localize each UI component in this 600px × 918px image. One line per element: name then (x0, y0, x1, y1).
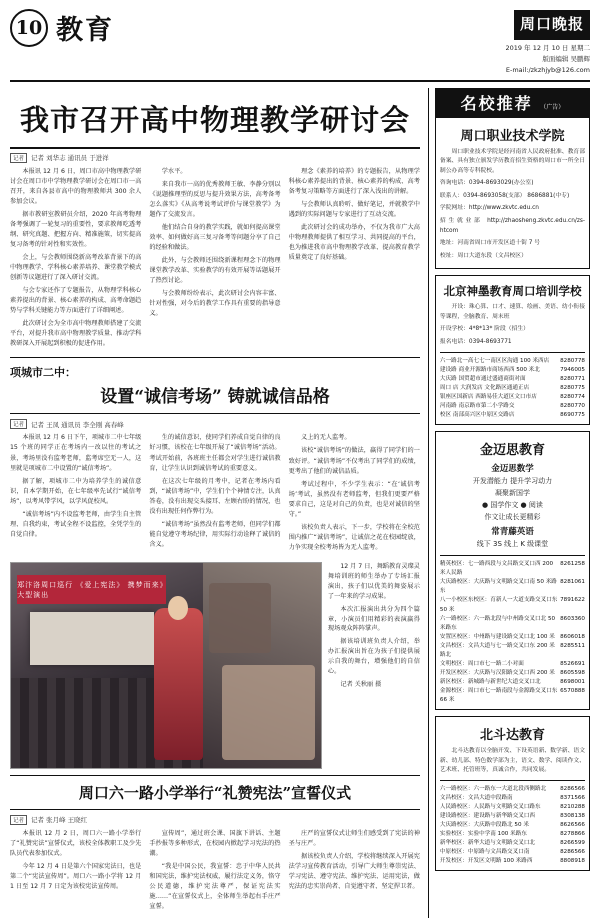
second-col-1 (10, 433, 141, 556)
second-headline: 设置“诚信考场” 铸就诚信品格 (100, 387, 330, 408)
list-item (440, 785, 585, 794)
section-title: 教育 (56, 15, 114, 46)
masthead-right (506, 8, 590, 76)
branch-phone: 8281061 (560, 579, 585, 586)
ad-subtitle: 金迈思数学 (491, 463, 534, 474)
branch-address: 开发区校区：大庆路与汉阳路交叉口西 200 米 (439, 669, 555, 676)
branch-address: 八一小校区东校区：育新人一大道支路交叉口东 50 米 (439, 597, 558, 613)
ad-slogan-2: 凝聚新国学 (494, 488, 530, 497)
paragraph: 据该校负责人介绍，学校将继续深入开展宪法学习宣传教育活动，引导广大师生尊崇宪法、学习宪法、遵守宪法、维护宪法、运用宪法，做宪法的忠实崇尚者、自觉遵守者、坚定捍卫者。 (288, 853, 420, 891)
byline-tag: 记者 (10, 419, 27, 429)
list-item (440, 678, 585, 687)
paragraph: 此外，与会教师还围绕新课程理念下的物理课堂教学改革、实验教学的有效开展等话题展开了热烈讨论。 (149, 257, 281, 285)
list-item (440, 857, 585, 866)
paragraph: 周口职业技术学院是经河南省人民政府批准、教育部备案、具有独立颁发学历教育招生资格的周口市一所全日制公办高等专科院校。 (439, 148, 585, 174)
list-item (440, 669, 585, 678)
branch-phone: 8603360 (560, 615, 585, 622)
paragraph: 该校负责人表示，下一步，学校将在全校范围内推广“诚信考场”，让诚信之花在校园绽放，力争实现全校考场皆为无人监考。 (288, 523, 420, 551)
paragraph: 考试过程中，不少学生表示：“在‘诚信考场’考试，虽然没有老师监考，但我们更要严格要求自己，这是对自己的负责，也是对诚信的坚守。” (288, 480, 420, 518)
branch-phone: 8371566 (560, 794, 585, 801)
ad-rail (428, 88, 590, 918)
divider (440, 352, 585, 353)
paragraph: 报名电话：0394-8693771 (439, 338, 512, 345)
divider (440, 780, 585, 781)
paragraph: 宣传周”，通过班会课、国旗下讲话、主题手抄报等多种形式，在校园内掀起学习宪法的热潮。 (149, 829, 281, 858)
branch-address: 文明校区：周口市七一路二小对面 (439, 660, 524, 667)
paragraph: 本报讯 12 月 6 日，周口市高中物理教学研讨会在周口市中学物理教学研讨会在周口市一高召开，来自各县市高中的物理教师共 300 余人参加会议。 (10, 167, 142, 205)
paragraph: 该校“诚信考场”的做法，赢得了同学们的一致好评。“诚信考场”不仅考出了同学们的成绩，更考出了他们的诚信品质。 (288, 447, 420, 475)
branch-phone: 8808918 (560, 858, 585, 865)
byline-tag: 记者 (10, 153, 27, 163)
list-item (440, 633, 585, 642)
list-item (440, 687, 585, 705)
date-line: 2019 年 12 月 10 日 星期二 (505, 43, 590, 52)
branch-phone: 8280778 (560, 357, 585, 364)
branch-phone: 8280775 (560, 384, 585, 391)
list-item (440, 803, 585, 812)
branch-phone: 8308138 (560, 812, 585, 819)
page-number: 10 (10, 9, 48, 47)
page-body (10, 88, 590, 918)
branch-phone: 8605598 (560, 669, 585, 676)
branch-address: 六一路校区：六一路北段与中州路交叉口北 50 米路东 (439, 615, 556, 631)
branch-phone: 6570888 (560, 687, 585, 694)
paragraph: 据市教研室教研员介绍，2020 年高考物理备考强调了一轮复习的重要性，要求教师吃透考纲、研究真题、把握方向、精准施策，切实提高复习备考的针对性和实效性。 (10, 210, 142, 248)
list-item (440, 821, 585, 830)
branch-phone: 8698001 (560, 678, 585, 685)
lead-col-3 (289, 167, 420, 353)
branch-address: 校区 南部高兴区中原区交路店 (439, 411, 515, 418)
ad-name: 金迈思教育 (479, 442, 545, 458)
branch-phone: 8690775 (560, 411, 585, 418)
branch-list (440, 357, 585, 420)
second-col-2 (149, 433, 280, 556)
rail-title-ad: （广告） (540, 103, 565, 111)
masthead (10, 8, 590, 82)
paragraph: 开设：珠心算、口才、速算、绘画、美语、幼小衔接等课程，全脑教育、周末班 (439, 304, 585, 320)
branch-address: 大庆路校区：大庆路与文明路交叉口南 50 米路东 (439, 579, 557, 595)
lead-headline: 我市召开高中物理教学研讨会 (19, 102, 410, 137)
paragraph: 据了解，项城市二中为培养学生的诚信意识，自本学期开始，在七年级率先试行“诚信考场”，以考风带学风，以学风促校风。 (10, 477, 142, 505)
list-item (440, 411, 585, 420)
ad-block-shenmo[interactable] (435, 275, 590, 425)
branch-list (440, 560, 585, 705)
byline-tag: 记者 (10, 815, 27, 825)
ad-name: 北斗达教育 (479, 728, 545, 744)
paragraph: “诚信考场”虽然没有监考老师，但同学们都能自觉遵守考场纪律，用实际行动诠释了诚信的含义。 (149, 520, 281, 548)
paper-logo: 周口晚报 (514, 10, 590, 40)
branch-address: 河南路 南京路市第二小学路交 (439, 402, 515, 409)
paragraph: 地址：河南省周口市开发区道十街 7 号 (439, 240, 541, 247)
branch-phone: 8266599 (560, 840, 585, 847)
divider (440, 555, 585, 556)
rail-title (435, 88, 590, 117)
branch-address: 文昌校区：文昌大道中段路南 (439, 794, 513, 801)
ad-block-jinmaisi[interactable] (435, 431, 590, 710)
lead-columns (10, 167, 420, 353)
paragraph: 此次研讨会为全市高中物理教师搭建了交流平台，对提升我市高中物理教学质量、推动学科教研深入开展起到积极的促进作用。 (10, 320, 142, 348)
paragraph: 校址：周口大道东段（文昌校区） (439, 252, 527, 259)
lead-byline (10, 153, 420, 163)
paragraph: 会上，与会教师围绕新高考改革背景下的高中物理教学、学科核心素养培养、课堂教学模式创新等议题进行了深入研讨交流。 (10, 254, 142, 282)
paragraph: 咨询电话：0394-8693029(办公室) (439, 180, 534, 187)
list-item (440, 812, 585, 821)
paragraph: 与会教师纷纷表示，此次研讨会内容丰富、针对性强，对今后的教学工作具有重要的指导意义。 (149, 290, 281, 318)
photo-right-detail-b (222, 665, 315, 759)
paragraph: 学院网址：http://www.zkvtc.edu.cn (439, 205, 539, 212)
second-columns (10, 433, 420, 556)
list-item (440, 375, 585, 384)
second-col-3 (289, 433, 420, 556)
ad-name: 周口职业技术学院 (460, 128, 565, 144)
branch-address: 大庆路 国贸超市通过盛通商街对面 (439, 375, 526, 382)
ad-slogan-1: 开发潜能力 提升学习动力 (472, 476, 553, 485)
byline-text: 记者 刘华志 通讯员 于进祥 (31, 154, 109, 163)
paragraph: 生的诚信意识，使同学们养成自觉自律的良好习惯，该校在七年级开展了“诚信考场”活动。考试开始前，各班班主任都会对学生进行诚信教育，让学生认识到诚信考试的重要意义。 (149, 434, 281, 472)
rule (10, 775, 420, 776)
list-item (440, 384, 585, 393)
paragraph: 此次研讨会的成功举办，不仅为我市广大高中物理教师提供了相互学习、共同提高的平台，也为推进我市高中物理教学改革、提高教育教学质量奠定了良好基础。 (288, 223, 420, 262)
rule (10, 357, 420, 358)
photo-credit: 记者 关秋丽 摄 (340, 681, 382, 689)
photo-banner-text: 郑汴洛周口巡行 《爱上宪法》 携梦而来》大型演出 (17, 575, 166, 604)
branch-address: 建设路校区：建设路与新华路交叉口西 (439, 812, 536, 819)
paragraph: 与会教师认真聆听、做好笔记，并就教学中遇到的实际问题与专家进行了互动交流。 (288, 200, 420, 218)
photo-caption (328, 562, 420, 769)
paragraph: “我是中国公民，我宣誓：忠于中华人民共和国宪法，维护宪法权威，履行法定义务，恪守公民道德，维护宪法尊严，保证宪法实施……”在宣誓仪式上，全体师生举起右手庄严宣誓。 (149, 863, 281, 911)
third-headline: 周口六一路小学举行“礼赞宪法”宣誓仪式 (78, 783, 352, 802)
paragraph: 庄严的宣誓仪式让师生们感受到了宪法的神圣与庄严。 (288, 829, 420, 847)
byline-text: 记者 王凤 通讯员 李全刚 高春峰 (31, 420, 124, 429)
branch-address: 金源校区：周口市七一路南段与金源路交叉口东 66 米 (439, 687, 558, 703)
list-item (440, 560, 585, 578)
paragraph: 本报讯 12 月 6 日下午，项城市二中七年级 15 个班的同学正在考场内一改以往的考试之景，考场里没有监考老师，监考席空无一人，这里就是项城市二中设置的“诚信考场”。 (10, 434, 142, 472)
paragraph: 来自我市一高的优秀教师王敏、李静分别以《说题推理型的反思与提升效果方法，高考备考怎么落实》《从高考说考试评价与课堂教学》为题作了交流发言。 (149, 180, 281, 218)
branch-phone: 8286566 (560, 785, 585, 792)
third-col-1 (10, 829, 141, 915)
paragraph: “诚信考场”内不设监考老师，由学生自主管理、自我约束，考试全程不设监控，全凭学生的自觉自律。 (10, 510, 142, 538)
editor-line: 版面编辑 吴鹏辉 (542, 54, 590, 63)
email-line: E-mail:/zkzhjyb@126.com (505, 65, 590, 74)
third-columns (10, 829, 420, 915)
ad-subtitle-2: 常青藤英语 (491, 527, 534, 538)
list-item (440, 393, 585, 402)
branch-address: 开发校区：开发区文明路 100 米路西 (439, 858, 533, 865)
ad-block-beidouda[interactable] (435, 716, 590, 871)
photo-performer (154, 608, 204, 760)
branch-address: 银座区国新店 西路易佳大道区文口市店 (439, 393, 537, 400)
branch-address: 新华校区：新华大道与文明路交叉口北 (439, 840, 536, 847)
list-item (440, 578, 585, 596)
branch-phone: 8280770 (560, 402, 585, 409)
ad-subtitle-2-note: 线下 3S 线上 K 级课堂 (476, 540, 549, 549)
branch-phone: 8526691 (560, 660, 585, 667)
rule (10, 809, 420, 810)
paragraph: 他们结合自身的教学实践，就如何提高课堂效率、如何做好高三复习备考等问题分享了自己的经验和做法。 (149, 223, 281, 251)
branch-address: 安置区校区：中州路与建设路交叉口北 100 米 (439, 633, 555, 640)
list-item (440, 366, 585, 375)
list-item (440, 615, 585, 633)
lead-col-2 (149, 167, 280, 353)
branch-phone: 8285511 (560, 642, 585, 649)
branch-phone: 8280771 (560, 375, 585, 382)
paragraph: 12 月 7 日，舞蹈教育灵璨灵舞培训班的师生举办了专场汇报演出，孩子们以优美的舞姿展示了一年来的学习成果。 (327, 562, 420, 600)
branch-address: 六一路北一高七七一南区区沟通 100 米西店 (439, 357, 550, 364)
ad-name: 北京神墨教育周口培训学校 (443, 284, 582, 299)
branch-phone: 7946005 (560, 366, 585, 373)
branch-phone: 7891622 (560, 597, 585, 604)
branch-phone: 8210288 (560, 803, 585, 810)
branch-address: 实验校区：实验中学南 100 米路东 (439, 830, 527, 837)
paragraph: 本次汇报演出共分为四个篇章，小演员们用精彩的表演赢得现场观众阵阵掌声。 (327, 605, 420, 633)
paragraph: 今年 12 月 4 日是第六个国家宪法日，也是第二个“宪法宣传周”。周口六一路小学将 12 月 1 日至 12 月 7 日定为该校宪法宣传周。 (10, 863, 142, 891)
list-item (440, 357, 585, 366)
third-byline (10, 815, 420, 825)
paragraph: 开设学校：4*8*13* 阶段（招生） (439, 326, 529, 333)
branch-list (440, 785, 585, 866)
main-content (10, 88, 420, 918)
paragraph: 招生就业部 http://zhaosheng.zkvtc.edu.cn/zs-htcom (439, 218, 585, 234)
paragraph: 义上的无人监考。 (301, 434, 351, 442)
branch-address: 文昌校区：文昌大道与七一路交叉口东 200 米路北 (439, 642, 555, 658)
third-col-3 (289, 829, 420, 915)
photo-screen (30, 612, 154, 665)
list-item (440, 402, 585, 411)
third-col-2 (149, 829, 280, 915)
list-item (440, 660, 585, 669)
branch-phone: 8278866 (560, 830, 585, 837)
masthead-left (10, 8, 114, 47)
branch-address: 人民路校区：人民路与文明路交叉口路东 (439, 803, 541, 810)
ad-course-note: 作文让成长更精彩 (484, 512, 541, 521)
branch-phone: 8261258 (560, 561, 585, 568)
list-item (440, 794, 585, 803)
rule (10, 147, 420, 149)
paragraph: 本报讯 12 月 2 日，周口六一路小学举行了“礼赞宪法”宣誓仪式，该校全体教职工及少先队员代表参加仪式。 (10, 829, 142, 858)
news-photo (10, 562, 322, 769)
list-item (440, 848, 585, 857)
branch-address: 精英校区：七一路西段与文昌路交叉口西 200 米人民路 (439, 561, 554, 577)
paragraph: 在这次七年级的月考中，记者在考场内看到，“诚信考场”中，学生们个个神情专注，认真答卷，没有出现交头接耳、左顾右盼的情况，也没有出现任何作弊行为。 (149, 477, 281, 515)
branch-phone: 8626566 (560, 821, 585, 828)
branch-address: 新区校区：新城路与新世纪大道交叉口北 (439, 678, 541, 685)
list-item (440, 839, 585, 848)
branch-address: 中原校区：中原路与文昌路交叉口南 (439, 849, 530, 856)
second-kicker: 项城市二中： (10, 366, 76, 380)
second-byline (10, 419, 420, 429)
byline-text: 记者 张月峰 王晓红 (31, 816, 88, 825)
branch-phone: 8286566 (560, 849, 585, 856)
branch-phone: 8606018 (560, 633, 585, 640)
photo-block (10, 562, 420, 769)
branch-address: 大庆路校区：大庆路中段路北 50 米 (439, 821, 529, 828)
ad-course-line: ● 国学作文 ● 阅读 (482, 500, 543, 509)
paragraph: 北斗达教育以全脑开发、下设英语新、数学新、语文新、幼儿部、特色数学部为主，语文、数学、阅读作文、艺术班、托管班等，真诚合作，共同发展。 (439, 748, 585, 774)
paragraph: 据该培训班负责人介绍，举办汇报演出旨在为孩子们提供展示自我的舞台，增强他们的自信心。 (327, 638, 420, 676)
branch-address: 建设路 商业开源路市商场西西 500 米北 (439, 366, 540, 373)
branch-address: 六一路校区：六一路东一大道北段西侧路北 (439, 785, 547, 792)
branch-address: 周口 店 大润发店 文化路区通通正店 (439, 384, 530, 391)
paragraph: 理念《素养的培养》的专题报告，从物理学科核心素养提出的背景、核心素养的构成、高考备考复习策略等方面进行了深入浅出的讲解。 (288, 167, 420, 195)
paragraph: 联系人：0394-8693058(支部） 8686881(中专) (439, 192, 570, 199)
lead-col-1 (10, 167, 141, 353)
rail-title-text: 名校推荐 (460, 93, 533, 113)
photo-right-detail-a (209, 583, 271, 653)
ad-block-vocational[interactable] (435, 117, 590, 270)
rule (10, 413, 420, 414)
list-item (440, 596, 585, 614)
list-item (440, 830, 585, 839)
list-item (440, 642, 585, 660)
branch-phone: 8280774 (560, 393, 585, 400)
paragraph: 与会专家还作了专题报告，从物理学科核心素养提出的背景、核心素养的构成、高考命题趋势与学科关键能力等方面进行了详细阐述。 (10, 287, 142, 315)
paragraph: 学水平。 (161, 167, 187, 175)
